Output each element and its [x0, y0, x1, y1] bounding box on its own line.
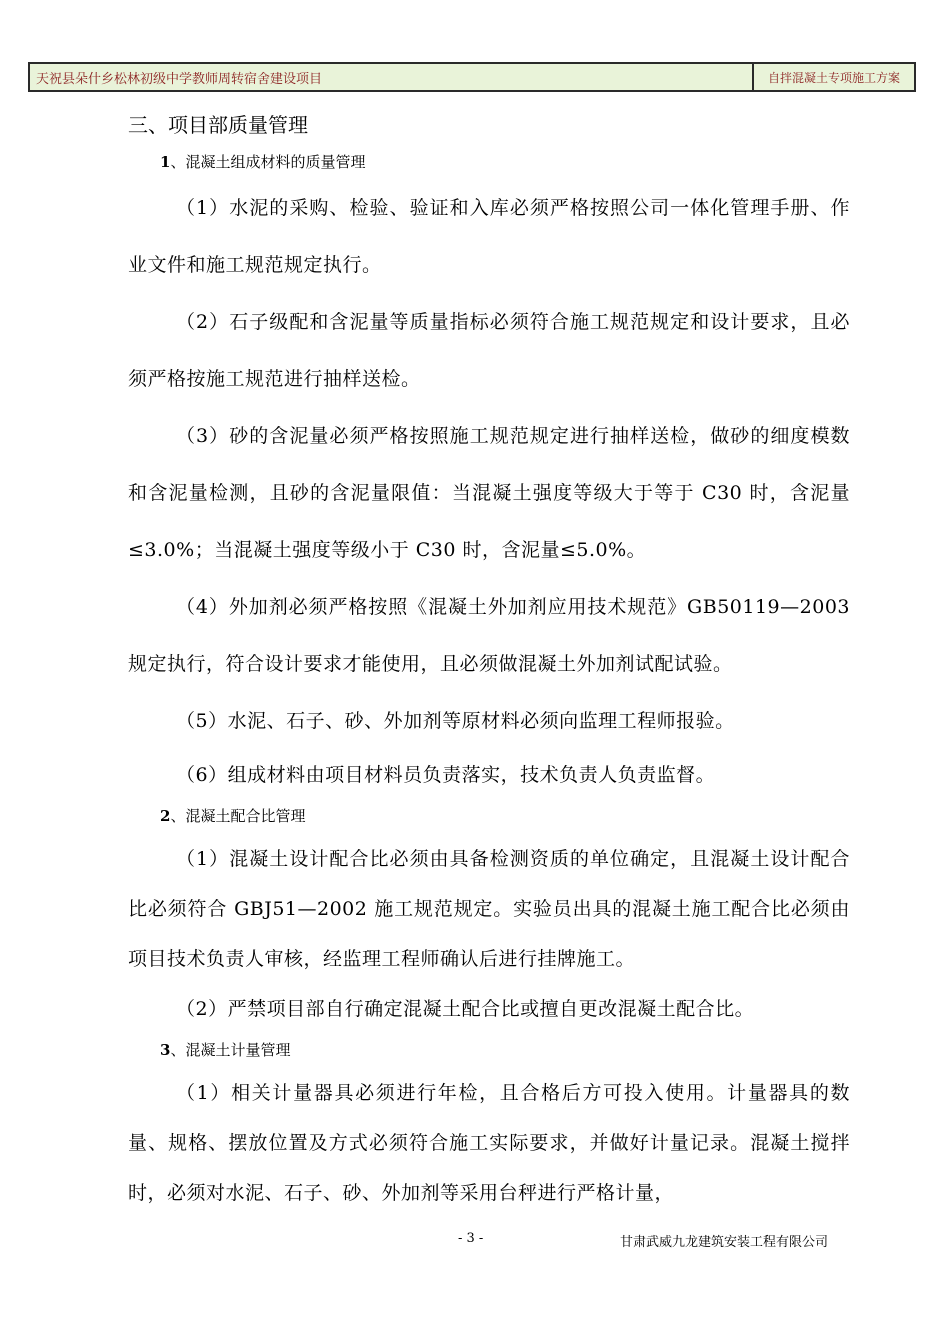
paragraph-1-2: （2）石子级配和含泥量等质量指标必须符合施工规范规定和设计要求，且必须严格按施工规范进行抽样送检。 [128, 311, 850, 390]
paragraph-1-5: （5）水泥、石子、砂、外加剂等原材料必须向监理工程师报验。 [176, 710, 735, 732]
paragraph-1-6: （6）组成材料由项目材料员负责落实，技术负责人负责监督。 [176, 764, 716, 786]
footer-company-name: 甘肃武威九龙建筑安装工程有限公司 [620, 1235, 829, 1250]
page-number: - 3 - [458, 1231, 484, 1246]
subsection-1-heading [160, 150, 850, 174]
subsection-2-heading [160, 804, 850, 828]
paragraph-1-3: （3）砂的含泥量必须严格按照施工规范规定进行抽样送检，做砂的细度模数和含泥量检测，且砂的含泥量限值：当混凝土强度等级大于等于 C30 时，含泥量≤3.0%；当混凝土强度等级小于 C30 时，含泥量≤5.0%。 [128, 425, 850, 561]
subsection-3-heading [160, 1038, 850, 1062]
header-document-title: 自拌混凝土专项施工方案 [767, 70, 900, 85]
paragraph-3-1: （1）相关计量器具必须进行年检，且合格后方可投入使用。计量器具的数量、规格、摆放位置及方式必须符合施工实际要求，并做好计量记录。混凝土搅拌时，必须对水泥、石子、砂、外加剂等采用台秤进行严格计量， [128, 1082, 850, 1204]
subsection-1-number: 1 [160, 153, 171, 171]
subsection-1-title: 、混凝土组成材料的质量管理 [170, 153, 366, 171]
section-title: 三、项目部质量管理 [128, 113, 308, 137]
page-header [28, 62, 916, 92]
header-project-name: 天祝县朵什乡松林初级中学教师周转宿舍建设项目 [30, 64, 754, 90]
paragraph-1-4: （4）外加剂必须严格按照《混凝土外加剂应用技术规范》GB50119—2003 规定执行，符合设计要求才能使用，且必须做混凝土外加剂试配试验。 [128, 596, 850, 675]
document-body [128, 108, 850, 1218]
paragraph-2-2: （2）严禁项目部自行确定混凝土配合比或擅自更改混凝土配合比。 [176, 998, 755, 1020]
subsection-3-title: 、混凝土计量管理 [170, 1041, 291, 1059]
paragraph-1-1: （1）水泥的采购、检验、验证和入库必须严格按照公司一体化管理手册、作业文件和施工规范规定执行。 [128, 197, 850, 276]
subsection-2-number: 2 [160, 807, 171, 825]
subsection-3-number: 3 [160, 1041, 171, 1059]
subsection-2-title: 、混凝土配合比管理 [170, 807, 306, 825]
paragraph-2-1: （1）混凝土设计配合比必须由具备检测资质的单位确定，且混凝土设计配合比必须符合 GBJ51—2002 施工规范规定。实验员出具的混凝土施工配合比必须由项目技术负责人审核，经监理工程师确认后进行挂牌施工。 [128, 848, 850, 970]
